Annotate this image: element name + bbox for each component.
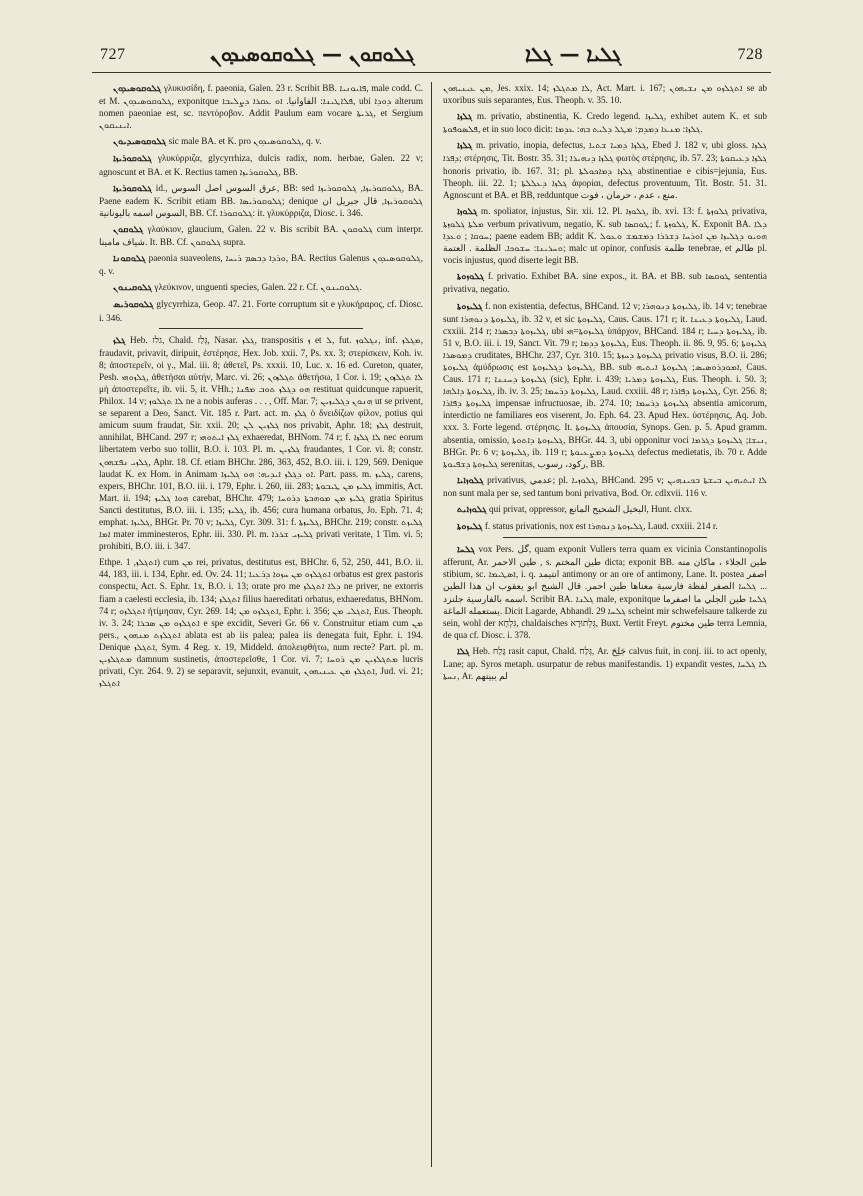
entry-headword: ܓܠܝܙܘܬܐ [457,521,483,533]
entry-headword: ܓܠܘܙܐܝܬ [457,504,487,515]
entry-headword: ܓܠܘܙܐ [457,205,478,217]
column-divider [431,82,432,1167]
dictionary-entry [99,298,423,323]
dictionary-entry [99,223,423,248]
entry-headword: ܓܠܚܐ [457,544,475,556]
left-page-number: 727 [100,46,126,63]
dictionary-entry [99,556,423,689]
entry-headword: ܓܠܘܩܘܪܝܙܐ [113,182,152,194]
dictionary-entry [443,82,767,106]
right-page-number: 728 [737,46,763,63]
entry-headword: ܓܠܘܩܘܣܝܕܘܢ [113,83,162,94]
dictionary-entry [443,300,767,470]
entry-text: γλεύκινον, unguenti species, Galen. 22 r. Cf. ܓܠܘܩܝܢܘܢ. [154,282,362,293]
entry-headword: ܓܠܘܙܘܬܐ [457,271,485,283]
dictionary-entry [443,645,767,682]
entry-headword: ܓܠܙܐ [457,111,473,123]
right-column [443,82,767,1167]
entry-text: privativus, عدمي; pl. ܓܠܘܙܝܐ, BHCand. 295 v; ܠܐ ܐܝܬܝܗܝܢ ܒܝܫܬܐ ܒܟܝܢܗܝܢ non sunt mala per se, sed tantum boni privativa, Bod. Or. cdlxvii. 116 v. [443,474,767,498]
dictionary-entry [443,270,767,295]
entry-headword: ܓܠܙ [113,334,126,346]
entry-text: Heb. גָּלַח rasit caput, Chald. גְּלַח, Ar. جَلِحَ calvus fuit, in conj. iii. to act openly, Lane; ap. Syros metaph. usurpatur de rebus manifestandis. 1) expandit vestes, ܠܐ ܓܠܚܐ ܢܚܬܐ, Ar. لم يبينهم [443,645,767,682]
entry-text: m. spoliator, injustus, Sir. xii. 12. Pl. ܓܠܘܙܐ, ib. xvi. 13: f. ܓܠܘܙܬܐ privativa, ܡܠܬܐ ܓܠܘܙܬܐ verbum privativum, negatio, K. sub ܛܘܩܣܐ; f. ܓܠܘܙܬܐ, K. Exponit BA. ܕܠܐ ܚܘܩܐ ; ܘܥܕܐ; paene eadem BB; addit K. ܗܘܝܘ ܕܓܠܝܙܐ ܡܢ ܐܘܪܚܐ ܕܫܪܪܐ ܕܡܫܡܫ ܘܥܘܠ ܘܚܪܝܢܐ: ܚܫܘܟܐ. الظلمة . العتمة; malc ut opinor, confusis ظلمة tenebrae, et ظالم pl. vocis injustus, quod diserte legit BB. [443,205,767,266]
entry-headword: ܓܠܝܙܘܬܐ [457,300,483,312]
entry-text: f. non existentia, defectus, BHCand. 12 v; ܓܠܝܙܘܬܐ ܕܢܘܗܪܐ, ib. 14 v; tenebrae sunt ܓܠܝܙܘܬܐ ܕܢܘܗܪܐ, ib. 32 v, et sic ܓܠܝܙܘܬܐ, Caus. Caus. 171 r; it. ܓܠܝܙܘܬܐ ܕܥܝܢܐ, Laud. cxxiii. 214 r; ܓܠܝܙܘܬܐ ܕܒܣܪܐ, ubi ܓܠܝܙܘܬܐ=ܗܝ ὑπάρχον, BHCand. 184 r; ܓܠܝܙܘܬܐ ܕܚܝܐ, ib. 51 v, B.O. iii. i. 19, Sanct. Vit. 79 r; ܓܠܝܙܘܬܐ ܕܕܡܐ, Eus. Theoph. ii. 86. 9, 95. 6; ܓܠܝܙܘܬܐ ܕܡܘܣܪܐ cruditates, BHChr. 237, Cyr. 310. 15; ܓܠܝܙܘܬܐ ܕܚܙܬܐ privatio visus, B.O. ii. 286; ܓܠܝܙܘܬܐ ἀμύδρωσις est ܓܠܝܙܘܬܐ ܕܓܠܝܙܘܬܐ, BB. sub ܐܡܘܕܪܘܣܝܣ; ܓܠܝܙܘܬܐ ܐܝܬܝܗ, Caus. Caus. 171 r; ܓܠܝܙܘܬܐ ܕܚܢܢܐ (sic), Ephr. i. 439; ܓܠܝܙܘܬܐ ܕܡܪܝܐ, Eus. Theoph. i. 50. 3; ܓܠܝܙܘܬܐ ܕܐܠܗܐ, ib. iv. 3. 25; ܓܠܝܙܘܬܐ ܕܪܚܡܐ, Laud. cxxiii. 48 r; ܓܠܝܙܘܬܐ ܕܦܐܪܐ, Cyr. 256. 8; ܓܠܝܙܘܬܐ ܕܦܐܪܐ impensae infructuosae, ib. 274. 10; ܓܠܝܙܘܬܐ ܕܪܚܡܐ absentia amicorum, interdictio ne familiares eos viserent, Jo. Eph. 64. 23. Apud Hex. ὑστέρησις, Aq. Job. xxx. 3. Forte legend. στέρησις. It. ܓܠܝܙܘܬܐ ἀπουσία, Synops. Gen. p. 5. Apud gramm. absentia, omissio, ܓܠܝܙܘܬܐ ܕܐܬܘܬܐ, BHGr. 44. 3, ubi opponitur voci ܢܝܫܐ; ܓܠܝܙܘܬܐ ܕܓܪܡܐ, BHGr. Pr. 6 v; ܓܠܝܙܘܬܐ, ib. 119 r; ܓܠܝܙܘܬܐ ܕܡܨܥܝܘܬܐ defectus medietatis, ib. 70 r. Adde ܓܠܝܙܘܬܐ ܕܫܦܝܘܬܐ serenitas, ركود، رسوب, BB. [443,300,767,469]
entry-text: sic male BA. et K. pro ܓܠܘܩܘܣܝܕܘܢ, q. v. [168,136,322,147]
page-header [0,30,863,70]
entry-text: ܡܢ ܥܝܢܝܗܘܢ, Jes. xxix. 14; ܠܐ ܡܬܓܠܙ, Act. Mart. i. 167; ܐܬܓܠܙܘ ܡܢ ܢܫܝܗܘܢ se ab uxoribus suis separantes, Eus. Theoph. v. 35. 10. [443,83,767,106]
entry-text: Heb. גלז, Chald. גְּלַז, Nasar. ܓܠܙ, transpositis ܙ et ܠ, fut. ܢܓܠܘܙ, inf. ܡܓܠܙ, fraudavit, privavit, diripuit, ἐστέρησε, Hex. Job. xxii. 7, Ps. xx. 3; στερίσκειν, Koh. iv. 8; ἀποστερεῖν, οἱ γ., Mal. iii. 8; ἀθετεῖ, Ps. xxxii. 10, Luc. x. 16 ed. Cureton, quater, Pesh. ܓܠܙܘܗܝ, ἀθετήσαι αὐτήν, Marc. vi. 26; ܬܓܠܙܘܢ ἀθετήσω, 1 Cor. i. 19; ܠܐ ܬܓܠܙܘܢ μὴ ἀποστερεῖτε, ib. vii. 5, it. VHh.; ܗܘ ܕܓܠܙ ܬܘܒ ܡܦܢܐ restituat quidcunque rapuerit, Philox. 14 v; ܠܐ ܬܓܠܘܙ ne a nobis auferas . . . , Off. Mar. 7; ܗܢܘܢ ܕܓܠܝܙܝܢ ut se privent, se separent a Deo, Sanct. Vit. 185 r. Part. act. m. ܓܠܙ ὁ δνειδίζων φίλον, potius qui amicum suum fraudat, Sir. xxii. 20; ܓܠܙܝܢ ܠܢ nos privabit, Aphr. 18; ܓܠܙ destruit, annihilat, BHCand. 297 r; ܓܠܙ ܐܝܬܘܗܝ exhaeredat, BHNom. 74 r; f. ܠܐ ܓܠܙܐ nec eorum libertatem verbo suo tollit, B.O. i. 103. Pl. m. ܓܠܙܝܢ fraudantes, 1 Cor. vi. 8; constr. ܓܠܙܝ ܢܦܫܗܘܢ, Aphr. 18. Cf. etiam BHChr. 286, 363, 452, B.O. iii. i. 129, 569. Denique laudat K. ex Hom. in Animam ܐܘ ܕܓܠܙ ܐܝܕܝܗ: ܗܘ ܓܠܝܙܐ. Part. pass. m. ܓܠܝܙ, carens, expers, BHChr. 101, B.O. iii. i. 179, Ephr. i. 260, iii. 283; ܓܠܝܙ ܡܢ ܛܝܒܘܬܐ immitis, Act. Mart. ii. 194; ܗܘܐ ܓܠܝܙ carebat, BHChr. 479; ܓܠܝܙ ܡܢ ܡܘܗܒܬܐ ܕܪܘܚܐ gratia Spiritus Sancti destitutus, B.O. iii. i. 135; ܓܠܝܙ, ib. 456; cura humana orbatus, Jo. Eph. 71. 4; emphat. ܓܠܝܙܐ, BHGr. Pr. 70 v; ܓܠܝܙܐ, Cyr. 309. 31: f. ܓܠܝܙܬܐ, BHChr. 219; constr. ܓܠܝܙܬ ܐܡܐ mater imminesteros, Ephr. iii. 330. Pl. m. ܓܠܝܙܝ ܫܪܪܐ privati veritate, 1 Tim. vi. 5; prohibiti, B.O. iii. i. 347. [99,334,423,552]
left-running-head: ܓܠܘܩܘܢ — ܓܠܘܩܘܣܝܕܘܢ [210,42,416,66]
dictionary-entry [443,520,767,533]
entry-headword: ܓܠܘܩܘܪܝܣ [113,299,154,311]
entry-text: glycyrrhiza, Geop. 47. 21. Forte corruptum sit e γλυκήραρος, cf. Diosc. i. 346. [99,299,423,323]
dictionary-entry [99,281,423,294]
dictionary-entry [99,182,423,219]
entry-text: qui privat, oppressor, البخيل الشحيح المانع, Hunt. clxx. [489,504,693,514]
header-rule [92,72,771,73]
entry-text: γλαύκιον, glaucium, Galen. 22 v. Bis scribit BA. ܓܠܘܩܘܢ cum interpr. شياف مامينا. It. BB. Cf. ܓܠܘܩܘܢ supra. [99,223,423,248]
section-rule [503,537,707,538]
dictionary-entry [443,474,767,499]
entry-headword: ܓܠܘܙܐܝܐ [457,474,484,486]
dictionary-entry [99,252,423,277]
entry-text: f. privatio. Exhibet BA. sine expos., it. BA. et BB. sub ܛܘܩܣܐ sententia privativa, negatio. [443,271,767,295]
entry-headword: ܓܠܘܩܘܣܝܕܝܘܢ [113,136,167,148]
dictionary-entry [443,205,767,266]
dictionary-entry [99,135,423,148]
entry-text: vox Pers. گل, quam exponit Vullers terra quam ex vicinia Constantinopolis afferunt, Ar. طين الاحمر , s. طين المختم dicta; exponit BB. طين الجلاء ، ماكان منه stibium, sc. ܐܣܛܝܡܐ, i. q. انتيمد antimony or an ore of antimony, Lane. It. postea اصفر ... ܓܠܚܐ الصفر لفظة فارسية معناها طين احمر. قال الشيخ ابو يعقوب ان هذا الطين اسمه بالفارسية جلنزد. Scribit BA. ܓܠܢܐ male, exponitque ܓܠܚܐ طين الجلي ما اصفرما يستعمله الماغة. Dicit Lagarde, Abhandl. 29 ܓܠܚܐ scheint mir schwefelsaure talkerde zu sein, wohl der גִּלְחָא, chaldaisches גְּלְתוּרָא, Buxt. Vertit Freyt. طين مختوم terra Lemnia, de qua cf. Diosc. i. 378. [443,544,767,640]
entry-text: paeonia suaveolens, ܘܪܕܐ ܕܒܣܡ ܪܝܚܐ, BA. Rectius Galenus ܓܠܘܩܘܣܝܕܘܢ, q. v. [99,253,423,277]
entry-text: γλυκύρριζα, glycyrrhiza, dulcis radix, nom. herbae, Galen. 22 v; agnoscunt et BA. et K. Rectius tamen ܓܠܘܩܘܪܝܙܐ, BB. [99,153,423,177]
entry-text: γλυκυσίδη, f. paeonia, Galen. 23 r. Scribit BB. ܦܐܝܘܢܝܐ, male codd. C. et M. ܓܠܘܩܘܣܝܕܘܢ, exponitque ܦܠܐܛܝܢܐ: الفاوانيا. ܐܘ ܥܩܪܐ ܕܨܠܝܒܐ, ubi ܕܘܕܐ alterum nomen paeoniae est, sc. πεντόροβον. Addit Paulum eam vocare ܓܪܝܬܐ, et Sergium ܐܝܢܝܩܘܢ. [99,83,423,131]
dictionary-entry [443,543,767,641]
entry-headword: ܓܠܐ [457,645,470,657]
dictionary-entry [443,139,767,200]
entry-headword: ܓܠܘܩܘܢܐ [113,253,146,265]
entry-headword: ܓܠܙܐ [457,140,473,152]
entry-text: m. privatio, abstinentia, K. Credo legend. ܓܠܝܙܐ, exhibet autem K. et sub ܦܠܣܘܦܘܬܐ, et in suo loco dicit: ܓܠܙܐ: ܡܢܥܐ ܕܡܕܡ: ܡܛܠ ܕܠܝܬ ܒܗ: ܥܕܡܐ. [443,111,767,135]
entry-text: Ethpe. ܐܬܓܠܙ, 1) cum ܡܢ rei, privatus, destitutus est, BHChr. 6, 52, 250, 441, B.O. ii. 44, 183, iii. i. 134, Ephr. ed. Ov. 24. 11; ܐܬܓܠܙܘ ܡܢ ܚܙܘܐ ܕܪܥܝܐ orbatus est grex pastoris conspectu, Act. S. Ephr. 1x, B.O. i. 13; orate pro me ܕܠܐ ܐܬܓܠܙ ne priver, ne extorris fiam a caelesti ecclesia, ib. 134; ܐܬܓܠܙ filius haereditati orbatus, exhaeredatus, BHNom. 74 r; ܐܬܓܠܙܘ ἠτίμησαν, Cyr. 269. 14; ܐܬܓܠܙܘ ܡܢ, Ephr. i. 356; ܐܬܓܠܝ ܡܢ, Eus. Theoph. iv. 3. 24; ܐܬܓܠܙܘ ܡܢ ܣܒܪܐ e spe excidit, Severi Gr. 66 v. Construitur etiam cum ܡܢ pers., ܐܬܓܠܙܬ ܡܢܗܘܢ ablata est ab iis palea; palea iis denegata fuit, Ephr. i. 194. Denique ܐܬܓܠܙ, Sym. 4 Reg. x. 19, Middeld. ἀπολειφθήτω, num recte? Part. pl. m. ܡܬܓܠܙܝܢ damnum sustinetis, ἀποστερεῖσθε, 1 Cor. vi. 7; ܡܬܓܠܙܝܢ ܡܢ ܪܘܚܐ lucris privati, Cyr. 264. 9. 2) se separavit, sejunxit, evanuit, ܐܬܓܠܙ ܡܢ ܥܝܢܝܗܘܢ, Jud. vi. 21; ܐܬܓܠܙ [99,557,423,689]
right-running-head: ܓܠܝܐ — ܓܠܐ [525,42,622,66]
dictionary-entry [443,503,767,516]
section-rule [159,328,363,329]
dictionary-entry [99,82,423,131]
entry-headword: ܓܠܘܩܝܢܘܢ [113,282,153,294]
dictionary-entry [99,152,423,177]
dictionary-entry [443,110,767,135]
entry-headword: ܓܠܘܩܘܢ [113,223,144,235]
entry-text: id., عرق السوس اصل السوس, BB: sed ܓܠܘܩܘܪܝܙܐ, ܓܠܘܩܘܪܝܙܐ, BA. Paene eadem K. Scribit etiam BB. ܓܠܘܩܘܪܝܣܐ; denique ܓܠܘܩܘܪܝܙܐ, قال جبريل ان السوس اسمه باليونانية, BB. Cf. ܓܠܘܩܘܪܐ: it. γλυκύρριζα, Diosc. i. 346. [99,182,423,218]
dictionary-entry [99,334,423,553]
entry-headword: ܓܠܘܩܘܪܝܙܐ [113,153,152,165]
entry-text: f. status privationis, nox est ܓܠܝܙܘܬܐ ܕܢܘܗܪܐ, Laud. cxxiii. 214 r. [484,521,718,532]
left-column [99,82,423,1167]
entry-text: m. privatio, inopia, defectus, ܓܠܙܐ ܕܡܝܐ ܫܬܝܐ, Ebed J. 182 v, ubi gloss. ܓܠܙܐ ܕܦܪܐ; στέρησις, Tit. Bostr. 35. 31; ܓܠܙܐ ܕܢܗܝܪܐ φωτὸς στέρησις, ib. 57. 23; ܓܠܙܐ ܕܥܝܩܘܬܐ honoris privatio, ib. 167. 31; pl. ܓܠܙܐ ܕܡܐܟܘܠܬܐ abstinentiae e cibis=jejunia, Eus. Theoph. iii. 22. 1; ܓܠܙܐ ܕܥܠܠܬܐ ἀφορίαι, defectus proventuum, Tit. Bostr. 51. 31. Agnoscunt et BA. et BB, redduntque منع ، عدم ، حرمان ، فوت. [443,140,767,200]
